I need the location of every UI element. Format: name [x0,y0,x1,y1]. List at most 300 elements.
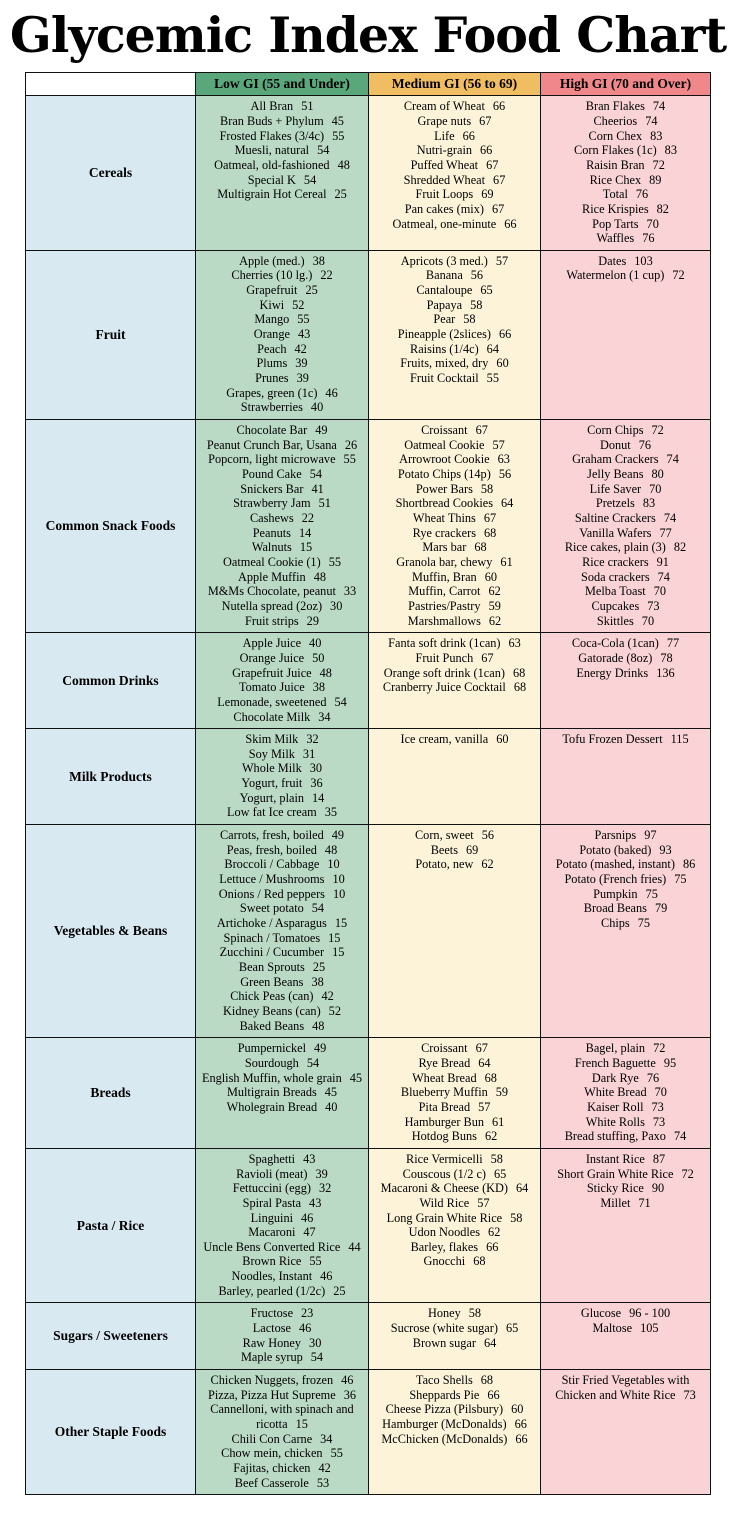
food-name: Spinach / Tomatoes [223,930,321,945]
food-gi-value: 82 [673,540,687,555]
food-item [199,1225,365,1240]
high-gi-cell [541,633,711,729]
food-name: Special K [247,172,296,187]
food-item [544,202,707,217]
food-item [544,1181,707,1196]
food-item [199,1373,365,1388]
food-name: Strawberry Jam [233,496,311,511]
food-gi-value: 89 [649,172,662,187]
food-gi-value: 58 [463,312,476,327]
food-item [372,268,537,283]
food-name: Multigrain Hot Cereal [217,187,327,202]
food-gi-value: 72 [652,157,665,172]
food-name: Cream of Wheat [403,99,485,114]
food-name: Grapefruit Juice [232,665,312,680]
food-name: Green Beans [240,974,304,989]
food-name: Barley, flakes [410,1239,479,1254]
food-item [199,129,365,144]
food-item [199,496,365,511]
food-item [544,1167,707,1182]
food-name: Kaiser Roll [587,1099,644,1114]
page-title: Glycemic Index Food Chart [9,6,727,64]
food-gi-value: 49 [331,828,345,843]
food-gi-value: 34 [318,709,331,724]
food-name: Potato Chips (14p) [397,467,491,481]
food-item [372,467,537,482]
food-item [199,680,365,695]
food-item [199,901,365,916]
food-name: Uncle Bens Converted Rice [203,1239,341,1254]
food-gi-value: 67 [475,1041,488,1056]
food-name: Long Grain White Rice [386,1210,503,1225]
food-item [199,342,365,357]
food-item [372,1432,537,1447]
food-name: Fajitas, chicken [233,1461,311,1475]
food-name: Grapes, green (1c) [226,385,318,400]
food-name: Cupcakes [591,598,640,613]
food-gi-value: 74 [673,1129,687,1144]
food-gi-value: 90 [651,1181,665,1196]
food-name: Fruit Loops [415,187,474,202]
food-name: Beets [430,842,459,857]
food-name: Broccoli / Cabbage [224,857,320,872]
food-item [544,1041,707,1056]
food-gi-value: 38 [311,974,324,989]
food-item [199,452,365,467]
medium-gi-cell [369,1303,541,1370]
food-item [544,217,707,232]
low-gi-cell [196,633,369,729]
food-name: Shortbread Cookies [395,496,494,511]
food-item [372,1306,537,1321]
food-item [199,1041,365,1056]
food-name: Zucchini / Cucumber [219,945,325,960]
food-name: Power Bars [415,481,473,496]
food-gi-value: 91 [656,554,669,569]
food-gi-value: 66 [480,143,493,158]
food-gi-value: 52 [328,1003,341,1018]
food-gi-value: 32 [318,1181,332,1196]
food-item [372,666,537,681]
food-name: White Bread [584,1085,647,1100]
food-item [544,1152,707,1167]
food-gi-value: 66 [515,1431,528,1446]
food-item [544,872,707,887]
food-name: Honey [427,1306,461,1321]
food-gi-value: 54 [303,172,317,187]
food-name: Pop Tarts [592,216,639,231]
food-name: Fructose [250,1306,294,1321]
food-name: Saltine Crackers [574,510,656,525]
food-gi-value: 83 [650,128,663,143]
food-gi-value: 72 [672,268,685,283]
food-name: Potato, new [415,857,474,872]
food-gi-value: 45 [331,113,344,128]
food-item [372,1388,537,1403]
food-name: Total [602,187,628,202]
food-gi-value: 14 [312,790,325,805]
food-name: Grapefruit [246,283,298,298]
food-gi-value: 87 [652,1151,666,1166]
food-item [199,482,365,497]
food-name: Corn Chips [587,423,644,438]
food-gi-value: 42 [318,1461,331,1475]
food-item [199,99,365,114]
food-item [372,1240,537,1255]
food-item [544,1056,707,1071]
food-item [199,268,365,283]
food-name: Pan cakes (mix) [404,201,484,216]
food-name: Taco Shells [415,1373,473,1388]
food-gi-value: 64 [478,1055,491,1070]
food-gi-value: 56 [498,467,512,481]
food-item [372,828,537,843]
food-item [199,857,365,872]
food-gi-value: 25 [334,187,347,202]
food-item [199,1336,365,1351]
food-name: Skittles [596,613,634,628]
header-row [26,73,711,96]
food-name: Oatmeal, one-minute [392,216,497,231]
food-item [544,158,707,173]
food-gi-value: 77 [659,525,672,540]
food-item [544,901,707,916]
food-gi-value: 72 [653,1041,666,1056]
food-name: Apple (med.) [239,253,305,268]
category-label: Other Staple Foods [26,1370,196,1495]
food-gi-value: 58 [468,1306,482,1321]
food-item [199,599,365,614]
food-item [199,143,365,158]
food-name: Cherries (10 lg.) [231,268,313,283]
food-gi-value: 34 [320,1431,333,1446]
medium-gi-cell [369,633,541,729]
food-item [372,298,537,313]
food-item [372,570,537,585]
food-item [372,482,537,497]
food-name: Granola bar, chewy [396,554,493,569]
food-item [199,1476,365,1491]
food-item [372,1196,537,1211]
food-name: Kiwi [259,297,285,312]
food-gi-value: 96 - 100 [629,1306,671,1321]
food-name: Walnuts [251,540,292,555]
food-item [372,526,537,541]
food-gi-value: 60 [496,732,509,747]
food-gi-value: 40 [309,636,322,651]
high-gi-cell [541,1038,711,1149]
food-name: Oatmeal, old-fashioned [214,157,330,172]
food-gi-value: 41 [311,481,324,496]
medium-gi-cell [369,96,541,251]
food-name: Cheese Pizza (Pilsbury) [385,1402,504,1417]
food-item [199,747,365,762]
food-gi-value: 75 [645,886,658,901]
category-label: Cereals [26,96,196,251]
food-gi-value: 66 [486,1239,499,1254]
food-name: Cheerios [593,113,638,128]
food-item [199,371,365,386]
food-gi-value: 10 [332,872,345,887]
food-gi-value: 74 [645,113,658,128]
food-name: Chicken Nuggets, frozen [210,1373,334,1388]
high-gi-cell [541,250,711,419]
food-gi-value: 48 [324,842,338,857]
food-item [199,158,365,173]
food-item [372,843,537,858]
food-name: Orange soft drink (1can) [383,665,505,680]
food-item [544,614,707,629]
food-item [372,1129,537,1144]
food-name: Artichoke / Asparagus [216,916,327,931]
food-gi-value: 51 [301,99,314,114]
food-name: All Bran [250,99,294,114]
food-gi-value: 49 [314,1041,327,1056]
food-item [199,1306,365,1321]
food-gi-value: 15 [295,1417,308,1432]
food-name: Pineapple (2slices) [397,327,491,342]
food-item [372,496,537,511]
food-item [544,857,707,872]
food-gi-value: 75 [637,916,650,931]
food-item [544,1085,707,1100]
food-item [199,1019,365,1034]
category-label: Vegetables & Beans [26,825,196,1038]
header-high-gi: High GI (70 and Over) [541,73,711,96]
food-name: Onions / Red peppers [218,886,325,901]
food-item [199,540,365,555]
food-item [199,1388,365,1403]
food-gi-value: 58 [490,1151,503,1166]
food-gi-value: 76 [642,231,655,246]
food-gi-value: 42 [321,989,334,1004]
food-name: Banana [425,268,463,283]
food-gi-value: 70 [653,584,667,599]
food-gi-value: 55 [309,1254,322,1269]
food-item [199,614,365,629]
food-name: Cashews [249,510,294,525]
food-gi-value: 58 [470,297,483,312]
food-gi-value: 22 [320,268,333,283]
food-item [199,526,365,541]
food-item [199,312,365,327]
food-gi-value: 68 [480,1373,494,1388]
gi-table-header [26,73,711,96]
food-gi-value: 38 [312,680,326,695]
food-gi-value: 25 [305,283,318,298]
food-name: Macaroni & Cheese (KD) [380,1181,509,1196]
food-item [199,1196,365,1211]
food-item [199,1004,365,1019]
food-item [199,872,365,887]
medium-gi-cell [369,729,541,825]
food-gi-value: 64 [516,1181,529,1196]
food-name: Potato (mashed, instant) [555,857,675,872]
food-gi-value: 54 [310,1350,324,1365]
high-gi-cell [541,1303,711,1370]
food-item [372,540,537,555]
food-gi-value: 54 [306,1055,320,1070]
food-name: Peanuts [252,525,291,540]
food-name: Hamburger Bun [404,1114,485,1129]
food-item [372,1085,537,1100]
food-item [199,651,365,666]
food-name: Potato (French fries) [564,872,667,887]
food-gi-value: 35 [324,805,338,820]
food-item [199,114,365,129]
category-label: Common Snack Foods [26,420,196,633]
food-item [199,666,365,681]
food-name: Life Saver [589,481,642,496]
food-gi-value: 75 [674,872,687,887]
food-name: Soda crackers [581,569,650,584]
food-gi-value: 36 [343,1387,356,1402]
food-name: Graham Crackers [572,452,659,467]
food-item [199,187,365,202]
food-gi-value: 54 [334,694,347,709]
category-label: Pasta / Rice [26,1148,196,1303]
food-name: Hotdog Buns [411,1129,477,1144]
food-name: Papaya [426,297,463,312]
food-gi-value: 74 [652,99,666,114]
food-name: Rice Chex [589,172,642,187]
food-item [372,1254,537,1269]
food-item [199,298,365,313]
food-name: Tomato Juice [238,680,305,695]
food-gi-value: 115 [670,732,689,747]
food-item [372,1152,537,1167]
food-name: Cannelloni, with spinach and ricotta [210,1402,354,1432]
food-item [544,1071,707,1086]
food-name: Bread stuffing, Paxo [564,1129,666,1144]
food-item [544,423,707,438]
food-name: Dark Rye [591,1070,639,1085]
high-gi-cell [541,825,711,1038]
food-item [199,1085,365,1100]
food-item [372,452,537,467]
low-gi-cell [196,1148,369,1303]
food-name: Chocolate Milk [233,709,311,724]
food-gi-value: 76 [635,187,649,202]
food-gi-value: 74 [663,510,677,525]
food-item [544,843,707,858]
food-item [199,732,365,747]
food-gi-value: 67 [475,423,488,438]
food-gi-value: 61 [492,1114,505,1129]
medium-gi-cell [369,1038,541,1149]
food-item [544,584,707,599]
food-item [372,1100,537,1115]
food-gi-value: 70 [649,481,662,496]
food-item [372,555,537,570]
food-name: Gatorade (8oz) [578,650,653,665]
food-item [199,584,365,599]
food-name: Maltose [592,1321,633,1336]
food-name: Instant Rice [585,1151,645,1166]
food-item [372,651,537,666]
food-gi-value: 70 [641,613,655,628]
food-item [544,467,707,482]
food-name: Corn Chex [588,128,643,143]
food-gi-value: 25 [312,960,326,974]
food-name: White Rolls [585,1114,645,1129]
food-item [199,1167,365,1182]
food-item [199,695,365,710]
food-gi-value: 40 [325,1099,338,1114]
food-gi-value: 51 [318,496,331,511]
food-gi-value: 64 [486,341,499,356]
food-gi-value: 26 [344,437,358,452]
food-item [372,114,537,129]
food-item [199,843,365,858]
food-gi-value: 72 [651,423,664,438]
food-gi-value: 60 [496,356,509,371]
low-gi-cell [196,825,369,1038]
food-item [372,1402,537,1417]
food-name: Popcorn, light microwave [208,452,336,467]
food-gi-value: 76 [638,437,652,452]
food-gi-value: 22 [301,510,314,525]
gi-table [25,72,711,1495]
food-name: Lettuce / Mushrooms [219,872,325,887]
food-name: Fettuccini (egg) [232,1181,311,1196]
food-name: Ice cream, vanilla [400,732,489,747]
food-gi-value: 68 [484,1070,497,1085]
food-gi-value: 59 [488,598,501,613]
food-gi-value: 47 [303,1225,316,1240]
food-item [199,960,365,975]
food-item [199,438,365,453]
food-name: Brown Rice [242,1254,302,1269]
food-gi-value: 65 [480,283,493,298]
food-gi-value: 40 [310,400,324,415]
food-item [199,975,365,990]
food-item [544,1306,707,1321]
food-name: Stir Fried Vegetables with Chicken and White Rice [555,1373,690,1402]
food-gi-value: 15 [334,916,348,931]
gi-table-body [26,96,711,1495]
food-item [372,511,537,526]
food-item [544,1115,707,1130]
food-gi-value: 55 [297,312,310,327]
food-item [199,1056,365,1071]
food-gi-value: 32 [306,732,319,747]
food-gi-value: 46 [298,1321,312,1336]
food-gi-value: 54 [309,467,323,481]
low-gi-cell [196,96,369,251]
food-gi-value: 63 [497,452,510,467]
food-gi-value: 64 [501,496,514,511]
food-item [199,400,365,415]
food-gi-value: 66 [514,1417,527,1432]
food-item [372,584,537,599]
food-item [372,99,537,114]
food-name: Brown sugar [412,1335,476,1350]
food-gi-value: 136 [656,665,675,680]
food-item [544,114,707,129]
food-item [372,1056,537,1071]
food-name: Low fat Ice cream [226,805,317,820]
food-item [544,129,707,144]
table-row [26,1148,711,1303]
food-item [372,1417,537,1432]
food-name: Oatmeal Cookie (1) [223,554,321,569]
food-gi-value: 66 [487,1387,500,1402]
food-name: Dates [598,253,627,268]
food-gi-value: 50 [312,650,325,665]
food-name: English Muffin, whole grain [201,1070,342,1085]
food-name: Potato (baked) [579,842,652,857]
